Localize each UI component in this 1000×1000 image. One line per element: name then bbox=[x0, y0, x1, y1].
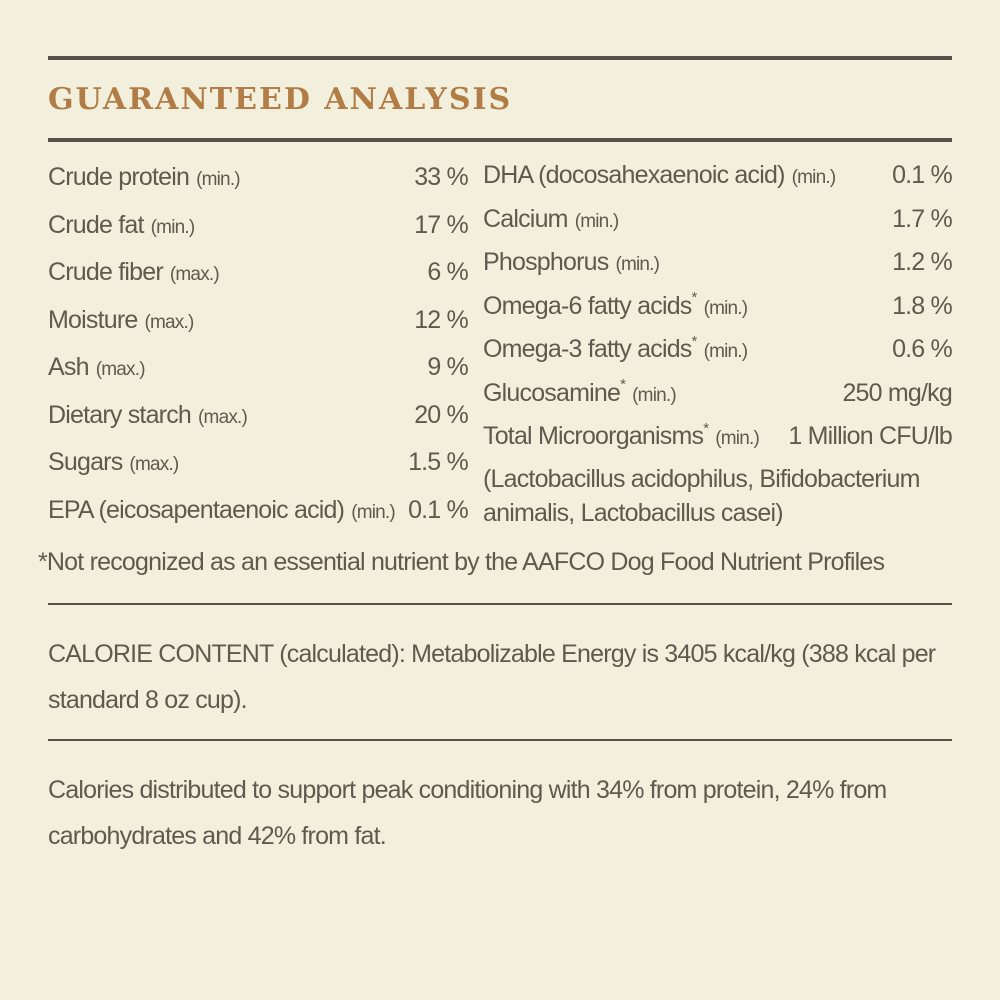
nutrient-qualifier: (max.) bbox=[129, 454, 179, 475]
nutrient-name: Omega-3 fatty acids bbox=[483, 335, 692, 363]
nutrient-qualifier: (min.) bbox=[791, 167, 836, 188]
nutrient-label bbox=[48, 345, 145, 393]
analysis-row-omega3 bbox=[483, 329, 952, 373]
nutrient-value: 1.5 % bbox=[408, 448, 468, 476]
nutrient-value: 1.7 % bbox=[892, 204, 952, 233]
nutrient-label bbox=[483, 286, 747, 330]
nutrient-label bbox=[483, 373, 676, 417]
nutrient-qualifier: (min.) bbox=[715, 428, 759, 449]
nutrient-name: Omega-6 fatty acids bbox=[483, 291, 692, 320]
species-list-line: (Lactobacillus acidophilus, Bifidobacterium bbox=[483, 464, 920, 493]
analysis-row-calcium bbox=[483, 199, 952, 243]
nutrient-qualifier: (min.) bbox=[574, 210, 619, 232]
distribution-section-divider bbox=[48, 739, 952, 741]
aafco-footnote: *Not recognized as an essential nutrient by the AAFCO Dog Food Nutrient Profiles bbox=[38, 548, 885, 576]
nutrient-value: 0.1 % bbox=[892, 161, 952, 189]
section-title: GUARANTEED ANALYSIS bbox=[48, 82, 513, 117]
analysis-row-crude-fiber bbox=[48, 250, 468, 298]
title-divider bbox=[48, 138, 952, 142]
calorie-section-divider bbox=[48, 603, 952, 605]
nutrient-qualifier: (min.) bbox=[351, 501, 395, 523]
analysis-row-dha bbox=[483, 155, 952, 199]
nutrient-name: Ash bbox=[48, 353, 89, 381]
analysis-row-moisture bbox=[48, 298, 468, 346]
nutrient-label bbox=[48, 488, 395, 536]
nutrient-value: 1 Million CFU/lb bbox=[788, 422, 952, 450]
asterisk-marker: * bbox=[691, 289, 697, 307]
nutrient-label bbox=[48, 203, 194, 251]
analysis-row-crude-fat bbox=[48, 203, 468, 251]
nutrient-name: Crude fiber bbox=[48, 258, 163, 286]
top-divider bbox=[48, 56, 952, 60]
nutrient-qualifier: (max.) bbox=[95, 359, 145, 380]
nutrient-qualifier: (min.) bbox=[632, 384, 676, 406]
nutrient-name: Crude fat bbox=[48, 210, 144, 239]
nutrient-label bbox=[483, 329, 747, 373]
nutrient-value: 9 % bbox=[427, 353, 468, 381]
nutrient-value: 0.1 % bbox=[408, 495, 468, 524]
calorie-content-text: CALORIE CONTENT (calculated): Metabolizable Energy is 3405 kcal/kg (388 kcal per standard 8 oz cup). bbox=[48, 640, 936, 714]
nutrient-label bbox=[483, 155, 835, 199]
analysis-row-omega6 bbox=[483, 286, 952, 330]
nutrient-label bbox=[483, 199, 618, 243]
analysis-row-glucosamine bbox=[483, 373, 952, 417]
nutrient-value: 1.8 % bbox=[892, 291, 952, 320]
nutrient-label bbox=[483, 416, 759, 460]
nutrient-name: Phosphorus bbox=[483, 248, 609, 276]
nutrient-label bbox=[48, 393, 247, 441]
nutrient-label bbox=[48, 298, 194, 346]
nutrient-value: 20 % bbox=[414, 400, 468, 429]
nutrient-label bbox=[48, 250, 219, 298]
nutrient-value: 250 mg/kg bbox=[842, 378, 952, 407]
nutrient-qualifier: (min.) bbox=[703, 297, 748, 319]
nutrient-value: 17 % bbox=[414, 210, 468, 239]
nutrient-qualifier: (min.) bbox=[196, 169, 240, 190]
nutrient-name: Glucosamine bbox=[483, 378, 621, 407]
analysis-row-sugars bbox=[48, 440, 468, 488]
analysis-row-total-microorganisms bbox=[483, 416, 952, 460]
nutrient-qualifier: (min.) bbox=[150, 216, 195, 238]
nutrient-name: Dietary starch bbox=[48, 400, 192, 429]
nutrient-name: Calcium bbox=[483, 204, 568, 233]
asterisk-marker: * bbox=[703, 419, 709, 437]
nutrient-label bbox=[48, 440, 178, 488]
nutrient-qualifier: (max.) bbox=[144, 311, 194, 333]
calorie-distribution-text: Calories distributed to support peak conditioning with 34% from protein, 24% from carbohydrates and 42% from fat. bbox=[48, 776, 887, 850]
nutrient-value: 12 % bbox=[414, 305, 468, 334]
analysis-row-crude-protein bbox=[48, 155, 468, 203]
nutrient-value: 0.6 % bbox=[892, 335, 952, 363]
species-list-line: animalis, Lactobacillus casei) bbox=[483, 498, 783, 527]
nutrient-qualifier: (min.) bbox=[615, 254, 660, 275]
nutrient-name: EPA (eicosapentaenoic acid) bbox=[48, 495, 345, 524]
nutrient-name: Sugars bbox=[48, 448, 123, 476]
analysis-row-epa bbox=[48, 488, 468, 536]
analysis-row-ash bbox=[48, 345, 468, 393]
analysis-row-dietary-starch bbox=[48, 393, 468, 441]
nutrient-label bbox=[483, 242, 659, 286]
nutrient-qualifier: (min.) bbox=[703, 341, 748, 362]
nutrient-qualifier: (max.) bbox=[198, 406, 248, 428]
nutrient-qualifier: (max.) bbox=[169, 264, 219, 285]
nutrient-label bbox=[48, 155, 240, 203]
analysis-left-column bbox=[48, 155, 468, 535]
nutrient-name: Total Microorganisms bbox=[483, 422, 704, 450]
nutrient-name: DHA (docosahexaenoic acid) bbox=[483, 161, 785, 189]
analysis-row-phosphorus bbox=[483, 242, 952, 286]
nutrient-value: 33 % bbox=[414, 163, 468, 191]
asterisk-marker: * bbox=[620, 376, 626, 394]
analysis-right-column bbox=[483, 155, 952, 535]
analysis-table bbox=[48, 155, 952, 535]
microorganisms-species-list bbox=[483, 462, 952, 530]
nutrient-value: 1.2 % bbox=[892, 248, 952, 276]
nutrient-value: 6 % bbox=[427, 258, 468, 286]
nutrient-name: Moisture bbox=[48, 305, 138, 334]
nutrient-name: Crude protein bbox=[48, 163, 190, 191]
asterisk-marker: * bbox=[691, 332, 697, 350]
